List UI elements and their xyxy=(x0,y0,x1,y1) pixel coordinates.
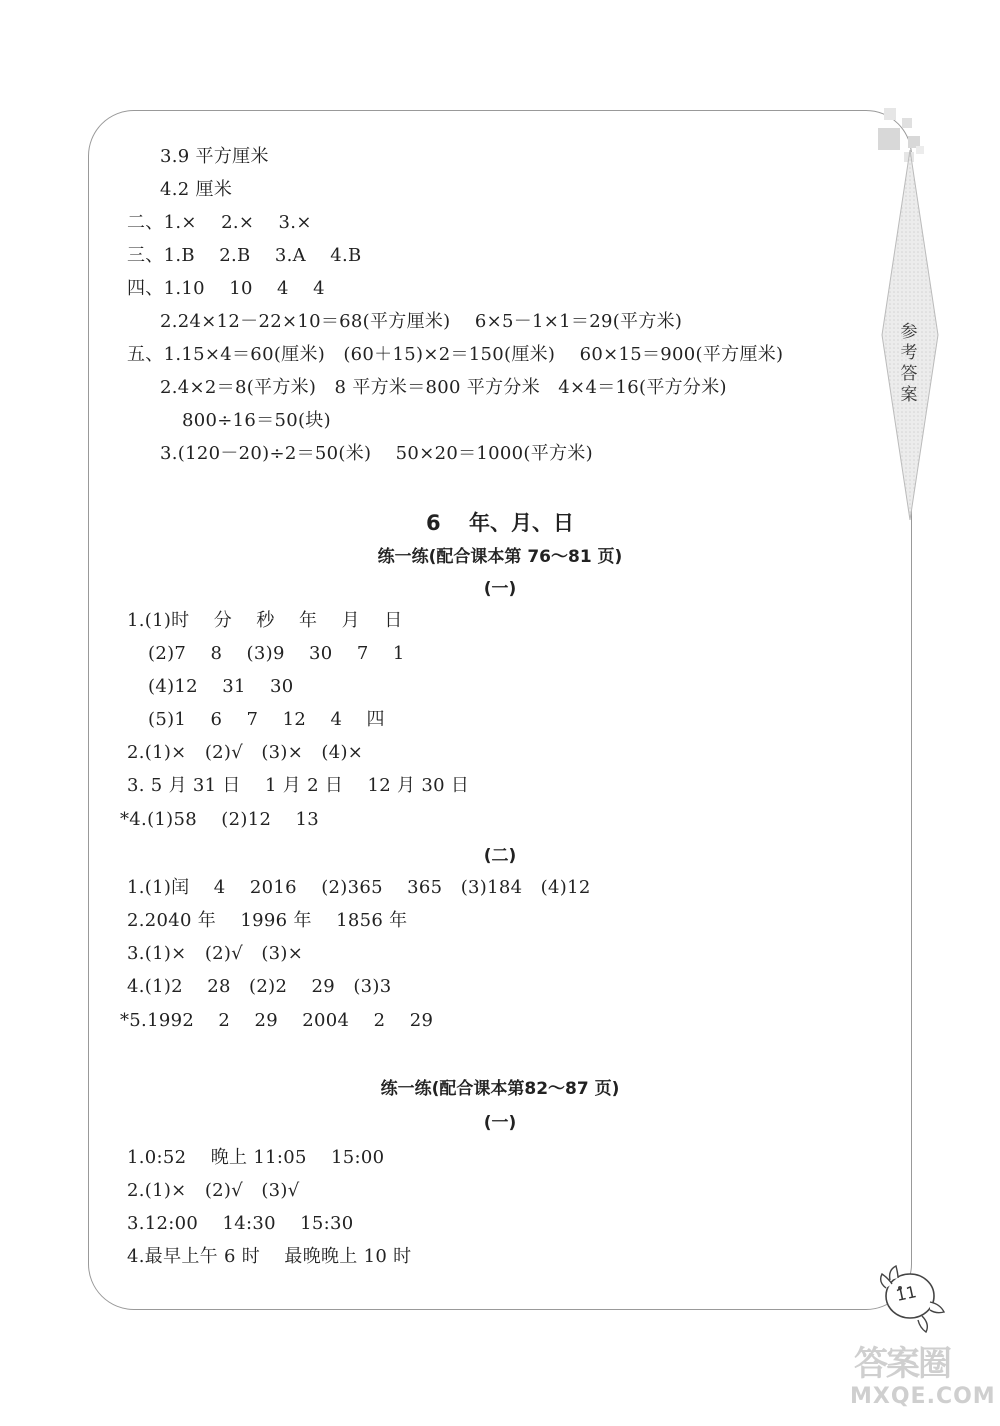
side-tab-label: 参考答案 xyxy=(900,322,918,405)
answer-line: 四、1.10 10 4 4 xyxy=(127,278,325,299)
answer-line: (2)7 8 (3)9 30 7 1 xyxy=(148,643,405,664)
answer-line: 2.(1)× (2)√ (3)√ xyxy=(127,1180,300,1201)
answer-line: (5)1 6 7 12 4 四 xyxy=(148,709,385,730)
answer-line: 2.4×2＝8(平方米) 8 平方米＝800 平方分米 4×4＝16(平方分米) xyxy=(160,377,727,398)
section-title: 6 年、月、日 xyxy=(426,511,574,535)
answer-line: *5.1992 2 29 2004 2 29 xyxy=(120,1010,434,1031)
practice-title: 练一练(配合课本第82～87 页) xyxy=(380,1079,620,1099)
answer-line: 五、1.15×4＝60(厘米) (60＋15)×2＝150(厘米) 60×15＝900(平方厘米) xyxy=(127,344,784,365)
answer-line: 1.0:52 晚上 11:05 15:00 xyxy=(127,1147,385,1168)
answer-line: 3.12:00 14:30 15:30 xyxy=(127,1213,354,1234)
answer-line: 3. 5 月 31 日 1 月 2 日 12 月 30 日 xyxy=(127,775,470,796)
answer-line: (4)12 31 30 xyxy=(148,676,294,697)
answer-line: 2.24×12－22×10＝68(平方厘米) 6×5－1×1＝29(平方米) xyxy=(160,311,683,332)
page-number: 11 xyxy=(894,1282,919,1305)
answer-line: 4.2 厘米 xyxy=(160,179,233,200)
answer-line: 3.9 平方厘米 xyxy=(160,146,269,167)
answer-line: 2.2040 年 1996 年 1856 年 xyxy=(127,910,408,931)
answer-line: 二、1.× 2.× 3.× xyxy=(127,212,312,233)
answer-line: *4.(1)58 (2)12 13 xyxy=(120,809,320,830)
answer-line: 800÷16＝50(块) xyxy=(182,410,331,431)
watermark-url: MXQE.COM xyxy=(850,1384,996,1409)
part-label: (二) xyxy=(483,846,517,866)
answer-line: 3.(120－20)÷2＝50(米) 50×20＝1000(平方米) xyxy=(160,443,593,464)
answer-line: 2.(1)× (2)√ (3)× (4)× xyxy=(127,742,364,763)
answer-line: 4.最早上午 6 时 最晚晚上 10 时 xyxy=(127,1246,412,1267)
answer-line: 1.(1)时 分 秒 年 月 日 xyxy=(127,610,403,631)
part-label: (一) xyxy=(483,1113,517,1133)
answer-line: 三、1.B 2.B 3.A 4.B xyxy=(127,245,362,266)
answer-line: 1.(1)闰 4 2016 (2)365 365 (3)184 (4)12 xyxy=(127,877,591,898)
answer-line: 4.(1)2 28 (2)2 29 (3)3 xyxy=(127,976,392,997)
answer-line: 3.(1)× (2)√ (3)× xyxy=(127,943,304,964)
practice-title: 练一练(配合课本第 76～81 页) xyxy=(377,547,623,567)
watermark-logo: 答案圈 xyxy=(854,1344,950,1384)
part-label: (一) xyxy=(483,579,517,599)
